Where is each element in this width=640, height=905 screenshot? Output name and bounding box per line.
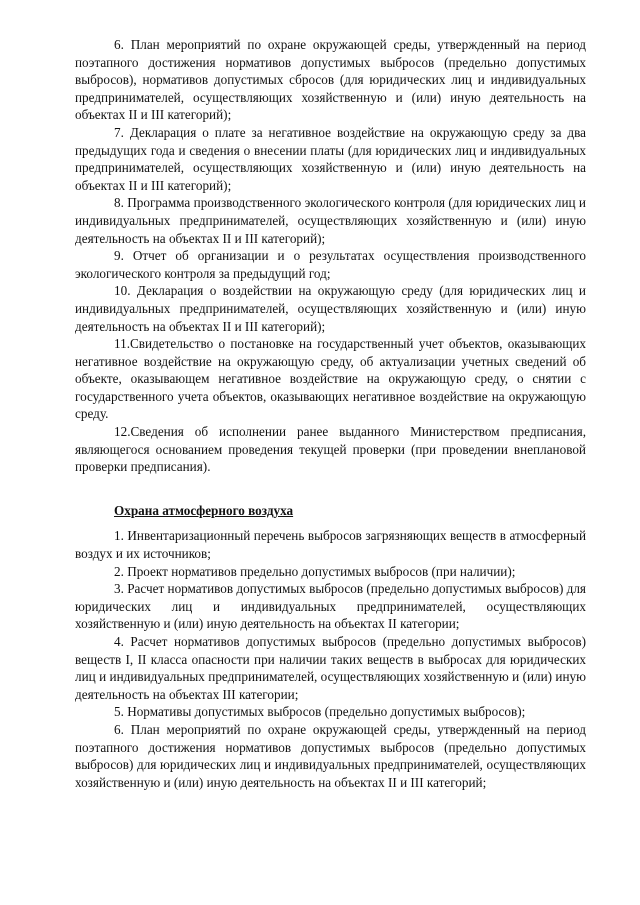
list-item: 5. Нормативы допустимых выбросов (предельно допустимых выбросов);: [114, 704, 526, 720]
list-item: 6. План мероприятий по охране окружающей среды, утвержденный на период поэтапного достижения нормативов допустимых выбросов (предельно допустимых выбросов), нормативов допустимых сбросов (для юридических лиц и индивидуальных предпринимателей, осуществляющих хозяйственную и (или) иную деятельность на объектах II и III категорий);: [75, 37, 586, 123]
list-item: 2. Проект нормативов предельно допустимых выбросов (при наличии);: [114, 563, 516, 579]
list-item: 6. План мероприятий по охране окружающей среды, утвержденный на период поэтапного достижения нормативов допустимых выбросов (предельно допустимых выбросов) для юридических лиц и индивидуальных предпринимателей, осуществляющих хозяйственную и (или) иную деятельность на объектах II и III категорий;: [75, 721, 586, 790]
document-page: [75, 36, 586, 791]
list-item: 8. Программа производственного экологического контроля (для юридических лиц и индивидуальных предпринимателей, осуществляющих хозяйственную и (или) иную деятельность на объектах II и III категорий);: [75, 195, 586, 246]
section-spacer: [75, 476, 586, 502]
list-item: 11.Свидетельство о постановке на государственный учет объектов, оказывающих негативное воздействие на окружающую среду, об актуализации учетных сведений об объекте, оказывающем негативное воздействие на окружающую среду, о снятии с государственного учета объектов, оказывающих негативное воздействие на окружающую среду.: [75, 336, 586, 422]
list-item: 7. Декларация о плате за негативное воздействие на окружающую среду за два предыдущих года и сведения о внесении платы (для юридических лиц и индивидуальных предпринимателей, осуществляющих хозяйственную и (или) иную деятельность на объектах II и III категорий);: [75, 124, 586, 193]
section-heading: Охрана атмосферного воздуха: [114, 502, 294, 518]
list-item: 10. Декларация о воздействии на окружающую среду (для юридических лиц и индивидуальных предпринимателей, осуществляющих хозяйственную и (или) иную деятельность на объектах II и III категорий);: [75, 283, 586, 334]
list-item: 12.Сведения об исполнении ранее выданного Министерством предписания, являющегося основанием проведения текущей проверки (при проведении внеплановой проверки предписания).: [75, 424, 586, 475]
list-item: 3. Расчет нормативов допустимых выбросов (предельно допустимых выбросов) для юридических лиц и индивидуальных предпринимателей, осуществляющих хозяйственную и (или) иную деятельность на объектах II категории;: [75, 581, 586, 632]
list-item: 9. Отчет об организации и о результатах осуществления производственного экологического контроля за предыдущий год;: [75, 248, 586, 281]
list-item: 4. Расчет нормативов допустимых выбросов (предельно допустимых выбросов) веществ I, II класса опасности при наличии таких веществ в выбросах для юридических лиц и индивидуальных предпринимателей, осуществляющих хозяйственную и (или) иную деятельность на объектах III категории;: [75, 634, 586, 702]
list-item: 1. Инвентаризационный перечень выбросов загрязняющих веществ в атмосферный воздух и их источников;: [75, 528, 586, 562]
